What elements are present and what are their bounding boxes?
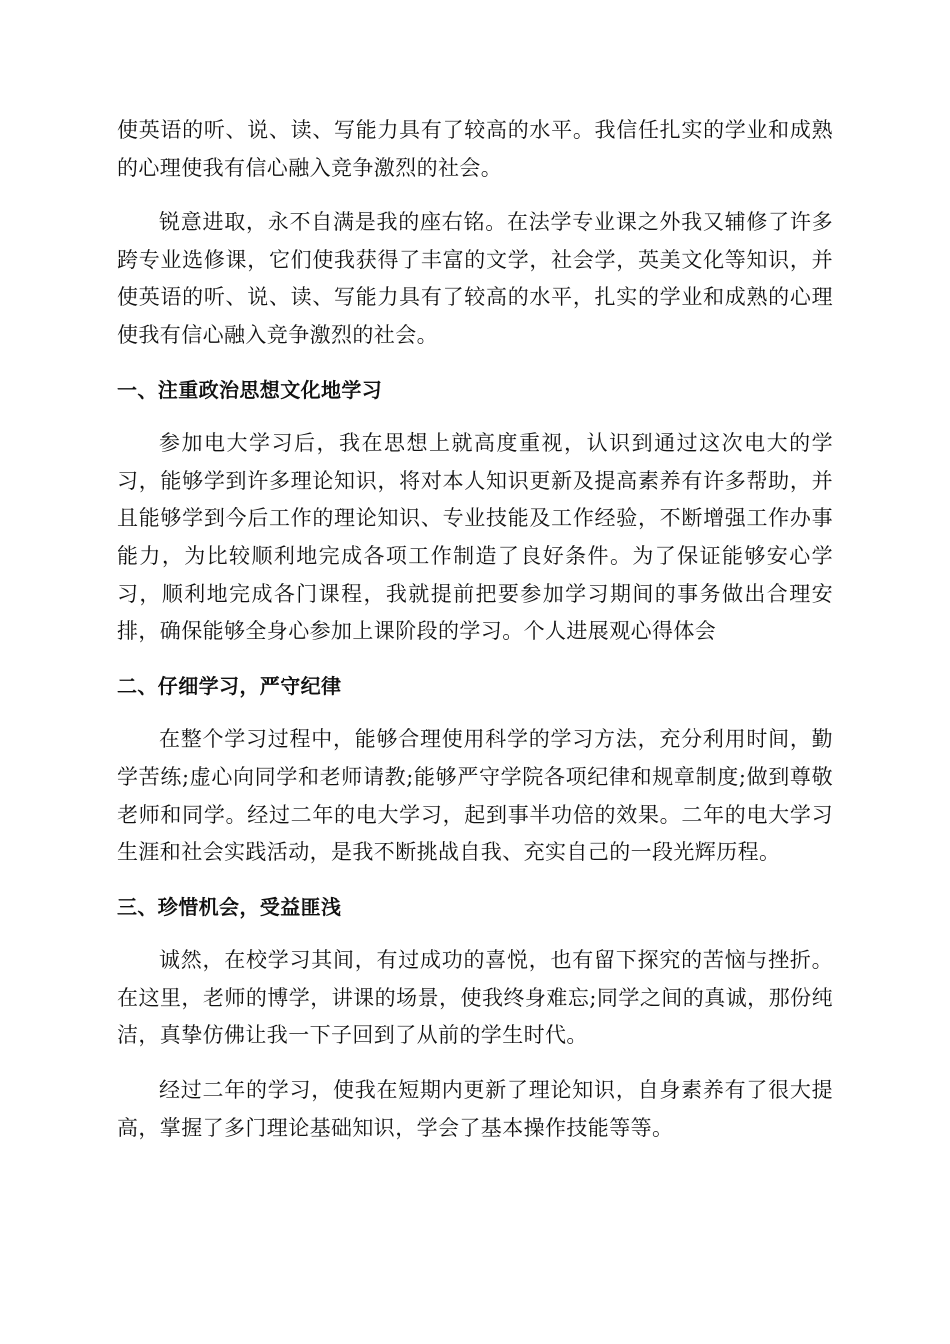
section-heading: 一、注重政治思想文化地学习	[117, 377, 383, 402]
body-paragraph: 诚然，在校学习其间，有过成功的喜悦，也有留下探究的苦恼与挫折。在这里，老师的博学，讲课的场景，使我终身难忘;同学之间的真诚，那份纯洁，真挚仿佛让我一下子回到了从前的学生时代。	[117, 948, 833, 1048]
section-heading: 三、珍惜机会，受益匪浅	[117, 894, 342, 919]
body-paragraph: 在整个学习过程中，能够合理使用科学的学习方法，充分利用时间，勤学苦练;虚心向同学和老师请教;能够严守学院各项纪律和规章制度;做到尊敬老师和同学。经过二年的电大学习，起到事半功倍的效果。二年的电大学习生涯和社会实践活动，是我不断挑战自我、充实自己的一段光辉历程。	[117, 727, 833, 865]
body-paragraph: 锐意进取，永不自满是我的座右铭。在法学专业课之外我又辅修了许多跨专业选修课，它们使我获得了丰富的文学，社会学，英美文化等知识，并使英语的听、说、读、写能力具有了较高的水平，扎实的学业和成熟的心理使我有信心融入竞争激烈的社会。	[117, 210, 833, 347]
section-heading: 二、仔细学习，严守纪律	[117, 673, 342, 698]
document-page	[117, 112, 833, 1147]
body-paragraph: 经过二年的学习，使我在短期内更新了理论知识，自身素养有了很大提高，掌握了多门理论基础知识，学会了基本操作技能等等。	[117, 1078, 833, 1140]
continued-paragraph: 使英语的听、说、读、写能力具有了较高的水平。我信任扎实的学业和成熟的心理使我有信心融入竞争激烈的社会。	[117, 118, 833, 180]
body-paragraph: 参加电大学习后，我在思想上就高度重视，认识到通过这次电大的学习，能够学到许多理论知识，将对本人知识更新及提高素养有许多帮助，并且能够学到今后工作的理论知识、专业技能及工作经验，不断增强工作办事能力，为比较顺利地完成各项工作制造了良好条件。为了保证能够安心学习，顺利地完成各门课程，我就提前把要参加学习期间的事务做出合理安排，确保能够全身心参加上课阶段的学习。个人进展观心得体会	[117, 431, 833, 644]
